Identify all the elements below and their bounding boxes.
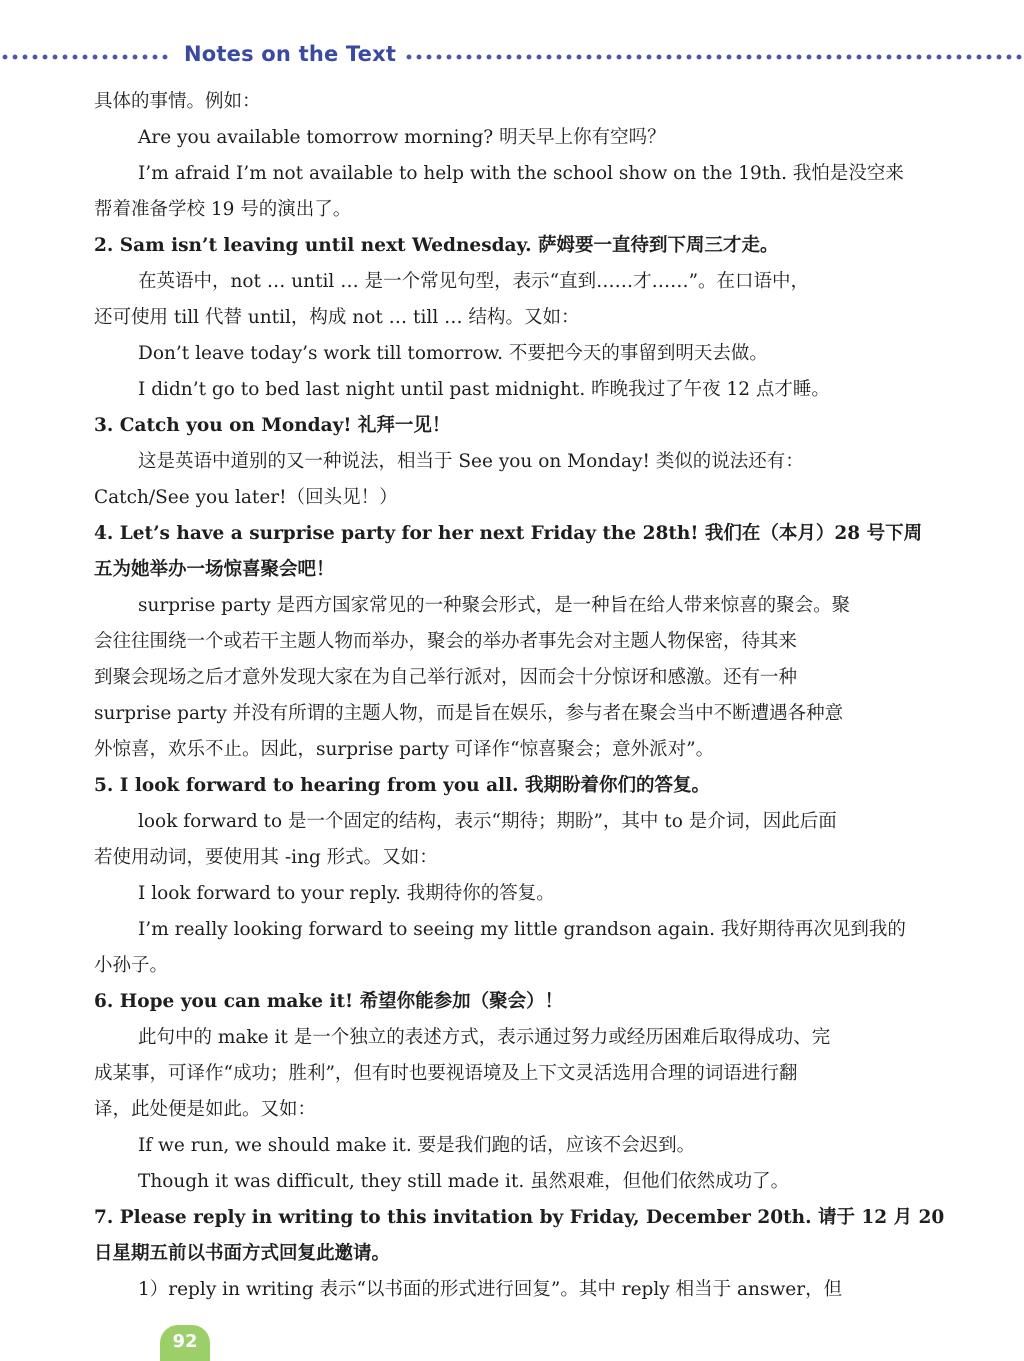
explanation-line: surprise party 是西方国家常见的一种聚会形式，是一种旨在给人带来惊喜的聚会。聚 — [138, 595, 851, 616]
example-sentence: I’m afraid I’m not available to help with the school show on the 19th. 我怕是没空来 — [138, 163, 904, 184]
text-line: 具体的事情。例如： — [94, 91, 261, 112]
explanation-line: look forward to 是一个固定的结构，表示“期待；期盼”，其中 to 是介词，因此后面 — [138, 811, 837, 832]
example-sentence: I didn’t go to bed last night until past midnight. 昨晚我过了午夜 12 点才睡。 — [138, 379, 830, 400]
example-sentence: I’m really looking forward to seeing my little grandson again. 我好期待再次见到我的 — [138, 919, 906, 940]
notes-body — [94, 84, 964, 1308]
text-line: 译，此处便是如此。又如： — [94, 1099, 317, 1120]
note-heading-3: 3. Catch you on Monday! 礼拜一见！ — [94, 415, 451, 436]
text-line: 会往往围绕一个或若干主题人物而举办，聚会的举办者事先会对主题人物保密，待其来 — [94, 631, 798, 652]
explanation-line: 这是英语中道别的又一种说法，相当于 See you on Monday! 类似的说法还有： — [138, 451, 804, 472]
text-line: 外惊喜，欢乐不止。因此，surprise party 可译作“惊喜聚会；意外派对”。 — [94, 739, 715, 760]
note-heading-7-cont: 日星期五前以书面方式回复此邀请。 — [94, 1243, 391, 1264]
text-line: 小孙子。 — [94, 955, 169, 976]
text-line: surprise party 并没有所谓的主题人物，而是旨在娱乐，参与者在聚会当中不断遭遇各种意 — [94, 703, 844, 724]
explanation-line: 在英语中，not … until … 是一个常见句型，表示“直到……才……”。在口语中， — [138, 271, 810, 292]
page-number: 92 — [160, 1325, 210, 1361]
example-sentence: Though it was difficult, they still made it. 虽然艰难，但他们依然成功了。 — [138, 1171, 790, 1192]
example-sentence: If we run, we should make it. 要是我们跑的话，应该不会迟到。 — [138, 1135, 696, 1156]
text-line: 帮着准备学校 19 号的演出了。 — [94, 199, 352, 220]
dotted-rule-left — [0, 54, 172, 60]
note-heading-5: 5. I look forward to hearing from you all. 我期盼着你们的答复。 — [94, 775, 710, 796]
section-header — [0, 38, 1024, 74]
section-title: Notes on the Text — [184, 42, 397, 66]
text-line: 到聚会现场之后才意外发现大家在为自己举行派对，因而会十分惊讶和感激。还有一种 — [94, 667, 798, 688]
note-heading-2: 2. Sam isn’t leaving until next Wednesday. 萨姆要一直待到下周三才走。 — [94, 235, 779, 256]
text-line: 成某事，可译作“成功；胜利”，但有时也要视语境及上下文灵活选用合理的词语进行翻 — [94, 1063, 798, 1084]
note-heading-4: 4. Let’s have a surprise party for her next Friday the 28th! 我们在（本月）28 号下周 — [94, 523, 923, 544]
note-heading-7: 7. Please reply in writing to this invitation by Friday, December 20th. 请于 12 月 20 — [94, 1207, 945, 1228]
note-heading-4-cont: 五为她举办一场惊喜聚会吧！ — [94, 559, 335, 580]
text-line: 若使用动词，要使用其 -ing 形式。又如： — [94, 847, 438, 868]
example-sentence: Don’t leave today’s work till tomorrow. 不要把今天的事留到明天去做。 — [138, 343, 768, 364]
text-line: 还可使用 till 代替 until，构成 not … till … 结构。又如： — [94, 307, 580, 328]
explanation-line: 此句中的 make it 是一个独立的表述方式，表示通过努力或经历困难后取得成功、完 — [138, 1027, 831, 1048]
note-heading-6: 6. Hope you can make it! 希望你能参加（聚会）！ — [94, 991, 564, 1012]
dotted-rule-right — [404, 54, 1024, 60]
text-line: Catch/See you later!（回头见！） — [94, 487, 398, 508]
example-sentence: I look forward to your reply. 我期待你的答复。 — [138, 883, 555, 904]
explanation-line: 1）reply in writing 表示“以书面的形式进行回复”。其中 reply 相当于 answer，但 — [138, 1279, 843, 1300]
example-sentence: Are you available tomorrow morning? 明天早上你有空吗？ — [138, 127, 666, 148]
